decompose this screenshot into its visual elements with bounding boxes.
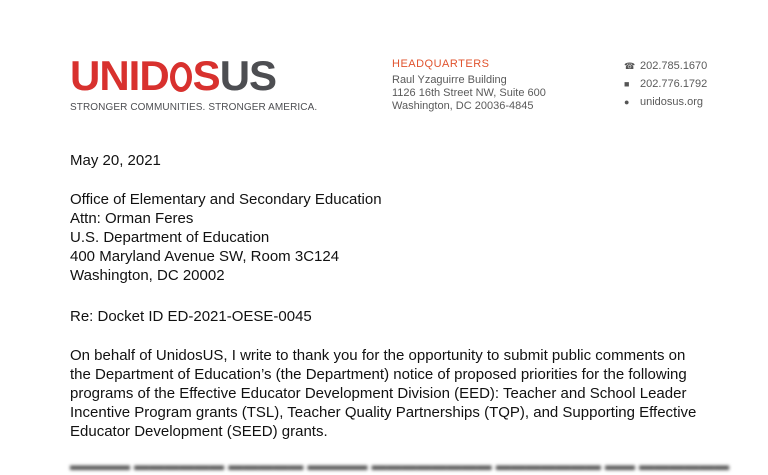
recipient-line: Washington, DC 20002 (70, 267, 225, 284)
body-paragraph (70, 346, 696, 441)
cut-off-next-line: ▬▬▬▬ ▬▬▬▬▬▬ ▬▬▬▬▬ ▬▬▬▬ ▬▬▬▬▬▬▬▬ ▬▬▬▬▬▬▬ ▬▬ ▬▬▬▬▬▬ (70, 457, 730, 474)
body-line: Educator Development (SEED) grants. (70, 423, 328, 440)
logo-part-unid: UNID (70, 52, 169, 99)
phone-icon: ☎ (624, 61, 636, 71)
recipient-line: 400 Maryland Avenue SW, Room 3C124 (70, 248, 340, 265)
globe-icon: ● (624, 97, 630, 107)
re-line: Re: Docket ID ED-2021-OESE-0045 (70, 308, 312, 325)
hq-line-building: Raul Yzaguirre Building (392, 74, 507, 86)
body-line: programs of the Effective Educator Development Division (EED): Teacher and School Leader (70, 385, 687, 402)
recipient-line: Office of Elementary and Secondary Education (70, 191, 382, 208)
fax-icon: ■ (624, 79, 630, 89)
body-line: the Department of Education’s (the Department) notice of proposed priorities for the following (70, 366, 687, 383)
contact-phone-row (624, 59, 707, 74)
recipient-line: U.S. Department of Education (70, 229, 270, 246)
letter-date: May 20, 2021 (70, 152, 161, 169)
unidosus-logo (70, 52, 318, 113)
fax-number: 202.776.1792 (640, 78, 708, 90)
logo-tagline: STRONGER COMMUNITIES. STRONGER AMERICA. (70, 102, 318, 113)
body-line: Incentive Program grants (TSL), Teacher Quality Partnerships (TQP), and Supporting Effective (70, 404, 697, 421)
logo-part-us: US (219, 52, 277, 99)
logo-part-s: S (192, 52, 220, 99)
recipient-address (70, 190, 382, 285)
contact-fax-row (624, 77, 707, 92)
contact-web-row (624, 95, 707, 110)
recipient-line: Attn: Orman Feres (70, 210, 194, 227)
contact-block (624, 59, 707, 113)
logo-wordmark (70, 52, 317, 99)
logo-o-icon (170, 62, 192, 92)
headquarters-block (392, 58, 546, 113)
hq-line-street: 1126 16th Street NW, Suite 600 (392, 87, 546, 99)
hq-line-city: Washington, DC 20036-4845 (392, 100, 534, 112)
body-line: On behalf of UnidosUS, I write to thank you for the opportunity to submit public comments on (70, 347, 686, 364)
website-link[interactable]: unidosus.org (640, 96, 703, 108)
phone-number: 202.785.1670 (640, 60, 708, 72)
hq-title: HEADQUARTERS (392, 58, 490, 70)
